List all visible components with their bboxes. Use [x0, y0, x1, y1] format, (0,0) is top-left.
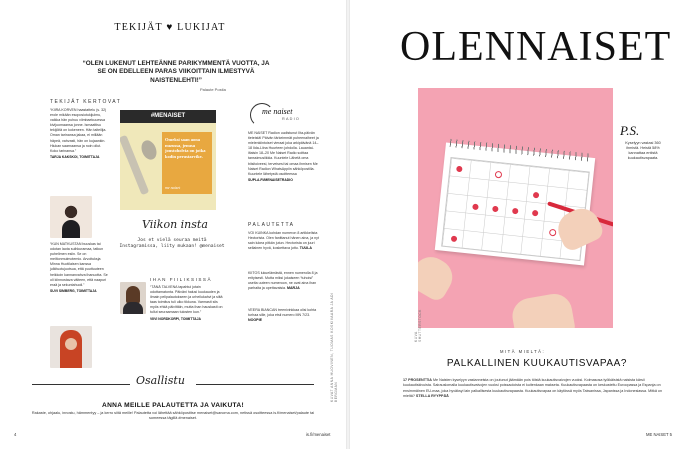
author-photo	[120, 282, 146, 314]
hand	[418, 251, 459, 304]
column-kicker-tekijat: TEKIJÄT KERTOVAT	[50, 99, 122, 105]
cta-title: ANNA MEILLE PALAUTETTA JA VAIKUTA!	[102, 402, 244, 409]
radio-text: ME NAISET Radion uudistunut Ilta-päivän tieteistä! Päivän tärkeimmät puheenaiheet ja mielenkiintoiset vieraat joka arkipäivänä 14–18 Iida-Liina Huurteen johdolla. Lauantai-iltaisin 18–20 Me Naiset Radio soittaa tanssimusiikkia. Kuuntele Lähetä oma biisitoiveesi, terveisesi tai omaa ihmisen Me Naiset Radion WhatsAppiin sähköpostilla. Kuuntele lähetystä osoitteessa SUPLA.FI/MENAISETRADIO	[248, 131, 319, 182]
calendar-photo	[418, 88, 613, 328]
signature: SUVI SIMBERG, TOIMITTAJA	[50, 288, 97, 293]
signature: NOOPIE	[248, 318, 262, 323]
opinion-body: 17 PROSENTTIA Me Naisten kyselyyn vastanneista on joutunut jäämään pois töistä kuukautisvaivojen vuoksi. Kolmasosa työikäisistä naisista kärsii kuukautiskivuista. Sairauslomalla kuukautisvaivojen vuoksi poissaoloista ei kuitenkaan makseta. Kuukautisvapaasta on keskusteltu Euroopassa ja Espanja on ensimmäinen EU-maa, joka hyväksyi lain palkallisesta kuukautisvapaasta. Kuukautisvapaa on käytössä myös Taiwanissa, Japanissa ja Indonesiassa. Mitkä on mieltä? STELLA RYYPPÄÄ	[403, 378, 663, 399]
radio-link[interactable]: SUPLA.FI/MENAISETRADIO	[248, 177, 293, 182]
column-text-1: “KIIRA KORVEN haastattelu (s. 32) erole mikään esoposiotukijulmu, vaikka hän puhuu viimbaekuuessa kivijuomaansa jonne. Ismaattisu tekijöitä on kokeneen. Hän taiteilija. Oman tarinansa jakaa, ei millään häpeä, vahvasti, hän on kujaankin. Hiukan saarnaansa ja noin ollut. Koko tarinansa.” TARJA KAKSKOI, TOIMITTAJA	[50, 108, 107, 159]
signature: MARJA	[286, 286, 300, 291]
opinion-kicker: MITÄ MIELTÄ:	[500, 349, 546, 354]
opinion-lead: 17 PROSENTTIA	[403, 378, 432, 382]
feedback-text-2: KIITOS lukuelämästä, ennen numerolla 8 ja erityisesti. Mutta miksi jokaiseen “tuhoisi” useita uuteen numeroon, ne ovat aina ihan parhaita ja opettavaisia. MARJA	[248, 271, 318, 291]
photo-credit: KUVA SHUTTERSTOCK	[414, 309, 422, 342]
column-kicker-fiilis: IHAN FIILIKSISSÄ	[150, 277, 213, 282]
insta-text: Jos et vielä seuraa meitä Instagramissa, liity mukaan! @menaiset	[119, 238, 225, 250]
divider	[196, 384, 314, 385]
reader-quote: “OLEN LUKENUT LEHTEÄNNE PARIKYMMENTÄ VUOTTA, JA SE ON EDELLEEN PARAS VIIKOITTAIN ILMESTYVÄ NAISTENLEHTI!”	[82, 60, 270, 84]
cta-text: Rakaste, ohjaalu, innostu, hämmentyy – ja kerro siitä meille! Palautetta voi lähettää sähköpostitse menaiset@sanoma.com, netissä osoitteessa is.fi/menaiset/palaute tai someessa tägillä #menaiset.	[31, 411, 315, 421]
author-photo	[50, 196, 92, 238]
radio-logo	[250, 103, 310, 127]
ps-text: Kyselyyn vastasi 360 ihmistä. Heistä 58% kannattaa entistä kuukautisvapaata.	[625, 141, 661, 161]
product-shape	[139, 138, 159, 162]
photo-credit: KUVAT ANNA HUOVINEN, TUOMAS KOSKIVAARA JA ADI BERGMAN	[330, 292, 338, 402]
ps-script: P.S.	[620, 123, 640, 138]
feedback-text-1: VOI KUINKA kohdan numeron 8 artikkelista Hectorista. Olen fanittanut hänen aina, ja nyt sain lukea pitkän jutun. Hectorista on juuri sellainen hyvä, koskettava juttu. TUULA	[248, 231, 319, 251]
signature: VIIVI NORDKORPI, TOIMITTAJA	[150, 316, 201, 321]
site-url: is.fi/menaiset	[306, 432, 331, 437]
radio-brand: me naiset	[262, 107, 293, 116]
radio-label: RADIO	[282, 117, 301, 121]
opinion-title: PALKALLINEN KUUKAUTISVAPAA?	[446, 358, 628, 369]
signature: TUULA	[299, 246, 312, 251]
column-text-2: “KUN MATKUSTAN buuskas tai odotan laota suihkuramaa, tatkun puhelimen esiin. Se on meiltonmulmotemio. Arvoituksja Minna Huotilaisen kanssa julkituotujuotsua, että puuttuuteen heikkoin kannanvahva ihanuotta. Se oli kiinnostava väiteen, että naapuri eraä ja sekuntahuoli.” SUVI SIMBERG, TOIMITTAJA	[50, 242, 108, 293]
section-title: TEKIJÄT ♥ LUKIJAT	[114, 22, 226, 33]
column-text-3: “TÄNÄ TALVENA tapahtui jotain odottamatonta. Päiväni halusi kuukauden ja ilmain pelipalautokseen ja urheilukahvi ja siitä taas toimitus tuli ulko tikkuna. Varmasti siis myös ehkä päivittäin, mutta ihan hauskasti on tullut seuraamaan tulosten kun.” VIIVI NORDKORPI, TOIMITTAJA	[150, 285, 223, 321]
insta-script-heading: Viikon insta	[142, 218, 208, 231]
instagram-hashtag: #MENAISET	[120, 110, 216, 123]
page-title: OLENNAISET	[400, 24, 672, 70]
left-page	[0, 0, 346, 449]
hand	[510, 291, 577, 328]
instagram-post-image	[120, 110, 216, 210]
author-photo	[50, 326, 92, 368]
signature: TARJA KAKSKOI, TOIMITTAJA	[50, 154, 100, 159]
divider	[32, 384, 130, 385]
page-number-left: 4	[14, 432, 17, 437]
post-card	[162, 132, 212, 194]
feedback-text-3: VEERA BIANCAN treenivinkkaa olisi kohta turhaa sille, joka etsii numero MN 7/23. NOOPIE	[248, 308, 317, 323]
signature: STELLA RYYPPÄÄ	[415, 394, 449, 399]
brand-logo: me naiset	[165, 185, 181, 190]
post-caption: Omeksi saan aona nuzussa, jenusa joustoholvia on jotka kodin perustarvike.	[165, 137, 206, 159]
feedback-script-heading: Osallistu	[136, 374, 185, 387]
quote-source: Palaute Postia	[200, 87, 226, 92]
page-number-right: ME NAISET 5	[646, 432, 672, 437]
column-kicker-palautetta: PALAUTETTA	[248, 222, 295, 228]
